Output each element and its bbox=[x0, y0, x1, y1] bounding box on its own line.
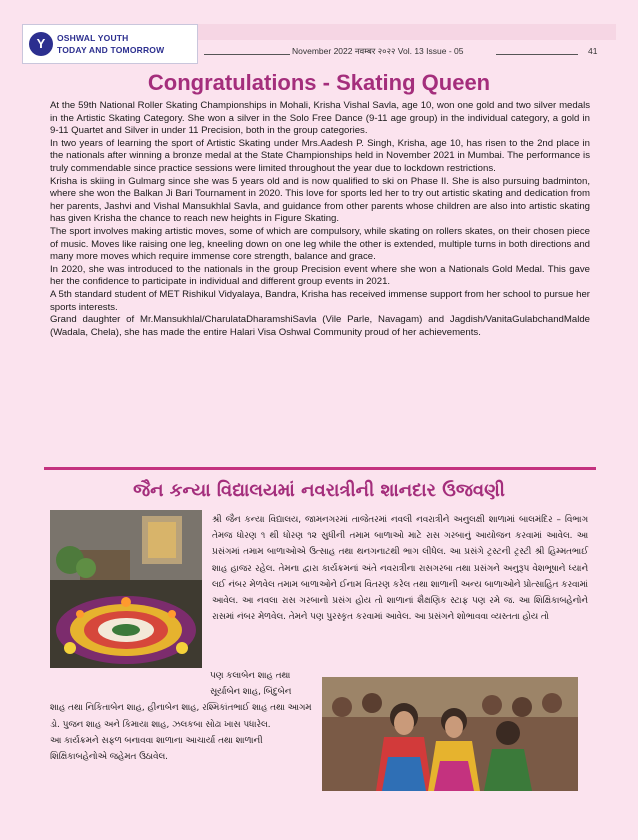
page-number: 41 bbox=[588, 46, 598, 56]
paragraph: The sport involves making artistic moves, some of which are compulsory, while skating on rollers skates, on their chosen piece of music. Moves like raising one leg, kneeling down on one leg while the other is extended, multiple turns in both directions and many more moves which require immense core strength, balance and grace. bbox=[50, 225, 590, 263]
magazine-logo bbox=[22, 24, 198, 64]
gujarati-article-continued bbox=[50, 668, 316, 765]
issue-line: November 2022 नवम्बर २०२२ Vol. 13 Issue - 05 bbox=[292, 46, 464, 56]
header-rule-left bbox=[204, 54, 290, 55]
logo-line-2: TODAY AND TOMORROW bbox=[57, 45, 165, 55]
girls-garba-photo bbox=[322, 677, 578, 791]
header-band bbox=[198, 24, 616, 40]
paragraph: In 2020, she was introduced to the nationals in the group Precision event where she won a Nationals Gold Medal. This gave her the confidence to participate in individual and different group events in 2021. bbox=[50, 263, 590, 288]
paragraph: શાહ તથા નિકિતાબેન શાહ, હીનાબેન શાહ, રશ્મિકાંતભાઈ શાહ તથા આગમ ડો. પુજન શાહ અને કિમાયા શાહ, ઝલકબા સોઢા ખાસ પધારેલ. bbox=[50, 703, 312, 730]
paragraph: At the 59th National Roller Skating Championships in Mohali, Krisha Vishal Savla, age 10, won one gold and two silver medals in the Artistic Skating Category. She won a silver in the Solo Free Dance (9-11 age group) in the individual category, a gold in 9-11 Quartet and Silver in under 11 Precision, both in the group categories. bbox=[50, 100, 590, 137]
paragraph: Krisha is skiing in Gulmarg since she was 5 years old and is now qualified to ski on Phase II. She is also pursuing badminton, where she won the Balkan Ji Bari Tournament in 2020. This love for sports led her to try out artistic skating and dedication from her parents, Jashvi and Vishal Mansukhlal Savla, and guidance from other parents whose children are also into artistic skating has given Krisha the chance to reach new heights in Figure Skating. bbox=[50, 175, 590, 225]
paragraph: આ કાર્યક્રમને સફળ બનાવવા શાળાના આચાર્યા તથા શાળાની શિક્ષિકાબહેનોએ જહેમત ઉઠાવેલ. bbox=[50, 735, 263, 763]
paragraph: પણ કલાબેન શાહ તથા bbox=[210, 671, 291, 681]
article-title: Congratulations - Skating Queen bbox=[147, 70, 491, 95]
gujarati-article-body: શ્રી જૈન કન્યા વિદ્યાલય, જામનગરમાં તાજેતરમાં નવલી નવરાત્રીને અનુલક્ષી શાળામાં બાલમંદિર – વિભાગ તેમજ ધોરણ ૧ થી ધોરણ ૧૨ સુધીની તમામ બાળાઓ માટે રાસ ગરબાનું આયોજન કરવામાં આવેલ. આ પ્રસંગમાં તમામ બાળાઓએ ઉત્સાહ તથા થનગનાટથી ભાગ લીધેલ. આ પ્રસંગે ટ્રસ્ટની ટ્રસ્ટી શ્રી હિમ્મતભાઈ શાહ હાજર રહેલ. તેમના દ્વારા કાર્યક્રમનાં અંતે નવરાત્રીના રાસગરબા તથા પ્રસંગને અનુરૂપ વેશભૂષાને ધ્યાને લઈ નંબર મેળવેલ તમામ બાળાઓને ઈનામ વિતરણ કરેલ તથા શાળાની અન્ય બાળાઓને પ્રોત્સાહિત કરવામાં આવેલ. આ નવલા રાસ ગરબાનો પ્રસંગ હોય તો શાળાનાં શૈક્ષણિક સ્ટાફ પણ રમે જ. આ શિક્ષિકાબહેનોને રાસમાં નંબર મેળવેલ. તેમને પણ પુરસ્કૃત કરવામાં આવેલ. આ પ્રસંગને શોભાવવા વ્યસ્તતા હોય તો bbox=[212, 515, 588, 623]
paragraph: In two years of learning the sport of Artistic Skating under Mrs.Aadesh P. Singh, Krisha, age 10, has risen to the 2nd place in the nationals after winning a bronze medal at the State Championships held in November 2021 in Mumbai. The performance is truly commendable since practice sessions were limited throughout the year due to lockdown restrictions. bbox=[50, 137, 590, 174]
oshwal-logo-icon: Y bbox=[29, 32, 53, 56]
logo-line-1: OSHWAL YOUTH bbox=[57, 33, 129, 43]
rangoli-photo bbox=[50, 510, 202, 668]
paragraph: સૂર્યાબેન શાહ, બિંદુબેન bbox=[210, 687, 292, 698]
header-rule-right bbox=[496, 54, 578, 55]
page-header bbox=[22, 24, 616, 64]
article-body bbox=[50, 100, 590, 339]
gujarati-article-title: જૈન કન્યા વિદ્યાલયમાં નવરાત્રીની શાનદાર ઉજવણી bbox=[133, 480, 505, 501]
paragraph: Grand daughter of Mr.Mansukhlal/CharulataDharamshiSavla (Vile Parle, Navagam) and Jagdish/VanitaGulabchandMalde (Wadala, Chela), she has made the entire Halari Visa Oshwal Community proud of her achievements. bbox=[50, 314, 590, 338]
paragraph: A 5th standard student of MET Rishikul Vidyalaya, Bandra, Krisha has received immense support from her school to pursue her sports interests. bbox=[50, 288, 590, 313]
section-divider bbox=[44, 467, 596, 470]
girls-garba-illustration bbox=[322, 677, 578, 791]
rangoli-photo-illustration bbox=[50, 510, 202, 668]
